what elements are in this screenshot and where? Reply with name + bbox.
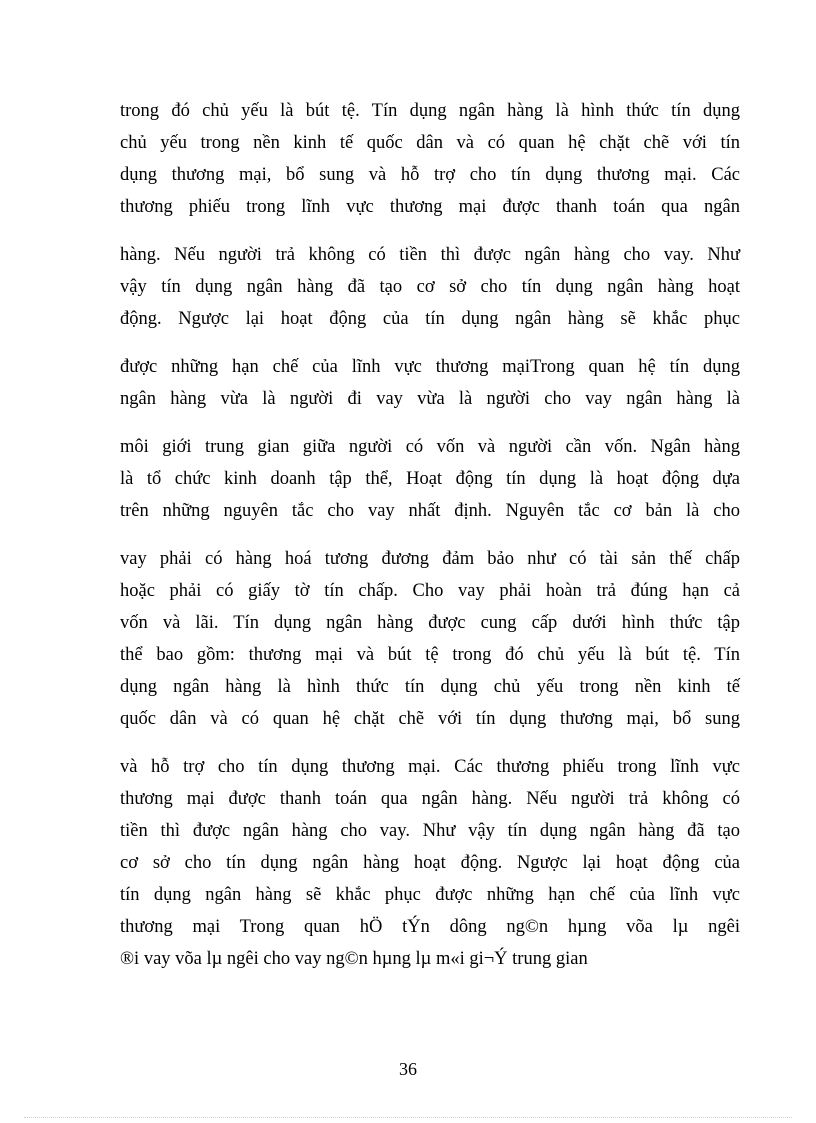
text-line: vốn và lãi. Tín dụng ngân hàng được cung cấp dưới hình thức tập [120,613,740,633]
text-line: thương mại Trong quan hÖ tÝn dông ng©n hµng võa lµ ngêi [120,917,740,937]
paragraph-gap [120,223,740,239]
text-line: là tổ chức kinh doanh tập thể, Hoạt động tín dụng là hoạt động dựa [120,469,740,489]
text-line: tiền thì được ngân hàng cho vay. Như vậy tín dụng ngân hàng đã tạo [120,821,740,841]
paragraph-gap [120,527,740,543]
text-line: hàng. Nếu người trả không có tiền thì được ngân hàng cho vay. Như [120,245,740,265]
text-line: thể bao gồm: thương mại và bút tệ trong đó chủ yếu là bút tệ. Tín [120,645,740,665]
text-line: trên những nguyên tắc cho vay nhất định. Nguyên tắc cơ bản là cho [120,501,740,521]
text-line: chủ yếu trong nền kinh tế quốc dân và có quan hệ chặt chẽ với tín [120,133,740,153]
text-line: hoặc phải có giấy tờ tín chấp. Cho vay phải hoàn trả đúng hạn cả [120,581,740,601]
text-line: tín dụng ngân hàng sẽ khắc phục được những hạn chế của lĩnh vực [120,885,740,905]
body-text [120,95,740,975]
paragraph-gap [120,735,740,751]
paragraph-gap [120,415,740,431]
text-line: dụng ngân hàng là hình thức tín dụng chủ yếu trong nền kinh tế [120,677,740,697]
text-line: thương phiếu trong lĩnh vực thương mại được thanh toán qua ngân [120,197,740,217]
text-line: ngân hàng vừa là người đi vay vừa là người cho vay ngân hàng là [120,389,740,409]
text-line: và hỗ trợ cho tín dụng thương mại. Các thương phiếu trong lĩnh vực [120,757,740,777]
text-line: ®i vay võa lµ ngêi cho vay ng©n hµng lµ m«i gi¬Ý trung gian [120,949,588,969]
text-line: môi giới trung gian giữa người có vốn và người cần vốn. Ngân hàng [120,437,740,457]
text-line: dụng thương mại, bổ sung và hỗ trợ cho tín dụng thương mại. Các [120,165,740,185]
paragraph-gap [120,335,740,351]
page-bottom-divider [24,1117,792,1118]
text-line: vậy tín dụng ngân hàng đã tạo cơ sở cho tín dụng ngân hàng hoạt [120,277,740,297]
text-line: trong đó chủ yếu là bút tệ. Tín dụng ngân hàng là hình thức tín dụng [120,101,740,121]
text-line: được những hạn chế của lĩnh vực thương mạiTrong quan hệ tín dụng [120,357,740,377]
page-number: 36 [399,1059,417,1079]
text-line: động. Ngược lại hoạt động của tín dụng ngân hàng sẽ khắc phục [120,309,740,329]
text-line: quốc dân và có quan hệ chặt chẽ với tín dụng thương mại, bổ sung [120,709,740,729]
text-line: cơ sở cho tín dụng ngân hàng hoạt động. Ngược lại hoạt động của [120,853,740,873]
text-line: thương mại được thanh toán qua ngân hàng. Nếu người trả không có [120,789,740,809]
text-line: vay phải có hàng hoá tương đương đảm bảo như có tài sản thế chấp [120,549,740,569]
